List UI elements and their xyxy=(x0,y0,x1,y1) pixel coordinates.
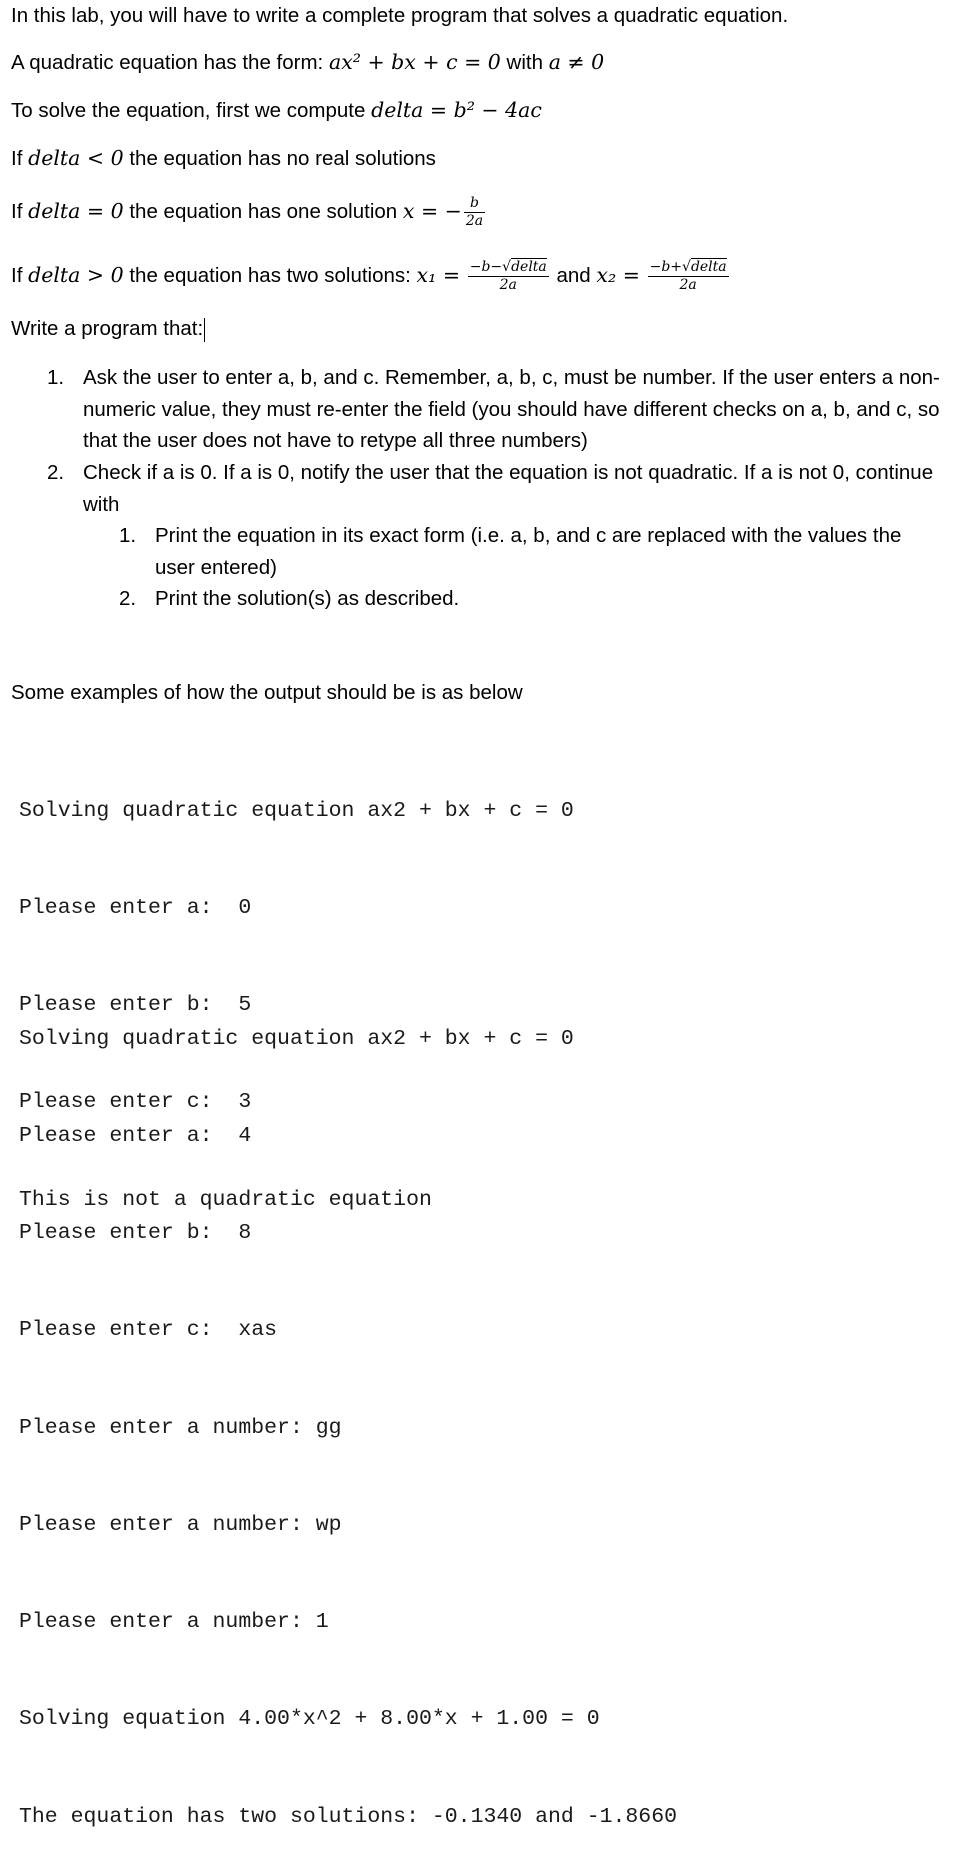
example-2-line: Please enter a: 4 xyxy=(19,1124,252,1149)
delta-formula: delta = b² − 4ac xyxy=(371,98,542,122)
list-item-2 xyxy=(47,457,953,520)
example-1-line: Please enter b: 5 xyxy=(19,993,252,1018)
example-2-line: Solving quadratic equation ax2 + bx + c = 0 xyxy=(19,1026,574,1051)
case-zero-fraction xyxy=(464,195,485,230)
example-1-line: Please enter c: 3 xyxy=(19,1090,252,1115)
x2-num-radicand: delta xyxy=(690,259,727,276)
case-negative-if: If xyxy=(11,147,23,170)
x2-den: 2a xyxy=(679,277,697,294)
x2-num-prefix: −b+√ xyxy=(649,259,691,276)
x1-num-prefix: −b−√ xyxy=(469,259,512,276)
case-negative-text: the equation has no real solutions xyxy=(129,147,436,170)
case-negative-cond: delta < 0 xyxy=(28,146,124,170)
case-zero-lhs: x = − xyxy=(402,199,462,223)
x1-label: x₁ = xyxy=(416,263,461,287)
example-2-line: Please enter a number: wp xyxy=(19,1512,342,1537)
example-1-line: This is not a quadratic equation xyxy=(19,1187,432,1212)
form-equation: ax² + bx + c = 0 xyxy=(328,50,501,74)
case-zero-if: If xyxy=(11,200,23,223)
case-positive-text: the equation has two solutions: xyxy=(129,264,411,287)
sublist-item-1 xyxy=(119,520,945,583)
case-zero-text: the equation has one solution xyxy=(129,200,398,223)
x2-num xyxy=(648,259,729,277)
list-item-2-num: 2. xyxy=(47,461,65,484)
sublist-item-2-text: Print the solution(s) as described. xyxy=(155,587,460,610)
list-item-2-text: Check if a is 0. If a is 0, notify the user that the equation is not quadratic. If a is not 0, continue with xyxy=(83,461,934,516)
example-2-line: The equation has two solutions: -0.1340 and -1.8660 xyxy=(19,1804,678,1829)
example-2-line: Please enter b: 8 xyxy=(19,1221,252,1246)
delta-line xyxy=(11,97,542,124)
text-cursor xyxy=(204,318,205,342)
case-positive-cond: delta > 0 xyxy=(28,263,124,287)
example-2-line: Please enter a number: gg xyxy=(19,1415,342,1440)
form-with: with xyxy=(506,51,543,74)
case-negative xyxy=(11,145,436,172)
sublist-item-2 xyxy=(119,583,945,615)
case-positive-if: If xyxy=(11,264,23,287)
write-program-line xyxy=(11,316,205,342)
form-condition: a ≠ 0 xyxy=(548,50,605,74)
sublist-item-2-num: 2. xyxy=(119,587,137,610)
x1-num-radicand: delta xyxy=(511,259,547,276)
x2-label: x₂ = xyxy=(596,263,640,287)
example-1-line: Solving quadratic equation ax2 + bx + c = 0 xyxy=(19,798,574,823)
form-text: A quadratic equation has the form: xyxy=(11,51,324,74)
example-2-line: Solving equation 4.00*x^2 + 8.00*x + 1.00 = 0 xyxy=(19,1707,600,1732)
write-program-text: Write a program that: xyxy=(11,317,204,340)
case-positive xyxy=(11,250,731,301)
example-2-line: Please enter c: xas xyxy=(19,1318,278,1343)
intro-text: In this lab, you will have to write a complete program that solves a quadratic equation. xyxy=(11,4,789,27)
example-2-output xyxy=(19,958,677,1865)
examples-intro: Some examples of how the output should be is as below xyxy=(11,681,523,704)
form-line xyxy=(11,49,604,76)
case-zero-cond: delta = 0 xyxy=(28,199,124,223)
x1-num xyxy=(468,259,549,277)
example-2-line: Please enter a number: 1 xyxy=(19,1610,329,1635)
list-item-1-num: 1. xyxy=(47,366,65,389)
list-item-1-text: Ask the user to enter a, b, and c. Remember, a, b, c, must be number. If the user enters a non-numeric value, they must re-enter the field (you should have different checks on a, b, and c, so that the user does not have to retype all three numbers) xyxy=(83,366,940,452)
case-zero-num: b xyxy=(464,195,485,213)
x1-fraction xyxy=(468,259,549,294)
sublist-item-1-text: Print the equation in its exact form (i.e. a, b, and c are replaced with the values the user entered) xyxy=(155,524,902,579)
delta-text: To solve the equation, first we compute xyxy=(11,99,366,122)
x2-fraction xyxy=(648,259,729,294)
sublist-item-1-num: 1. xyxy=(119,524,137,547)
list-item-1 xyxy=(47,362,953,457)
example-1-line: Please enter a: 0 xyxy=(19,896,252,921)
x1-den: 2a xyxy=(499,277,517,294)
case-zero xyxy=(11,187,487,236)
case-positive-and: and xyxy=(556,264,591,287)
case-zero-den: 2a xyxy=(465,213,484,230)
